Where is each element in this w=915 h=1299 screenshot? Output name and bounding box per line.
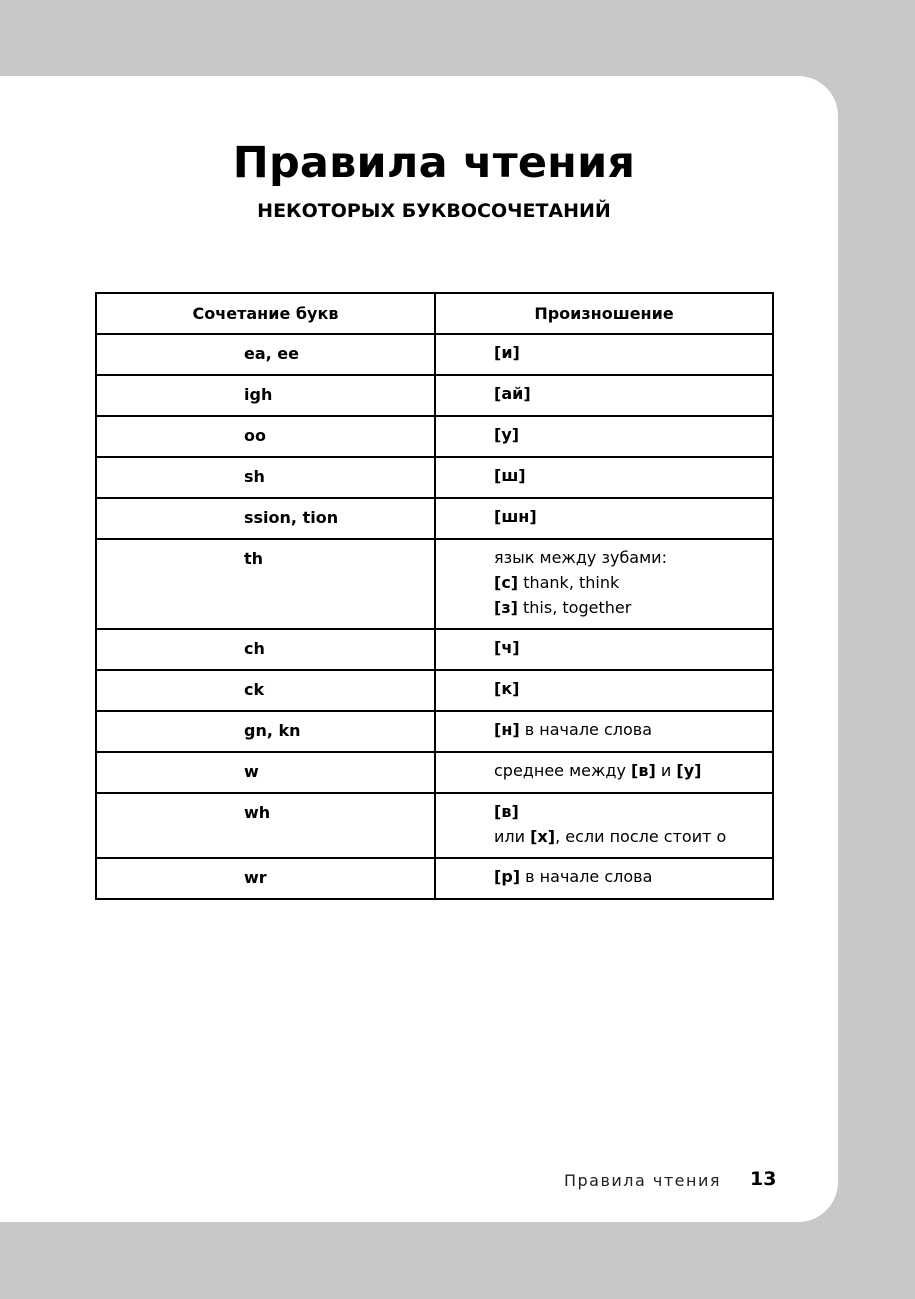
pronunciation-cell xyxy=(435,752,773,793)
pron-line xyxy=(494,504,762,529)
page xyxy=(0,76,838,1222)
table-row xyxy=(96,457,773,498)
table-row xyxy=(96,416,773,457)
sound: [ай] xyxy=(494,384,531,403)
combo-cell: w xyxy=(96,752,435,793)
page-title: Правила чтения xyxy=(232,138,636,188)
pronunciation-cell xyxy=(435,457,773,498)
pron-text: в начале слова xyxy=(519,720,653,739)
combo-cell: igh xyxy=(96,375,435,416)
pron-line xyxy=(494,758,762,783)
combo-cell: ch xyxy=(96,629,435,670)
sound: [н] xyxy=(494,720,520,739)
combo-cell: gn, kn xyxy=(96,711,435,752)
table-row xyxy=(96,793,773,858)
combo-cell: ea, ee xyxy=(96,334,435,375)
pron-text: язык между зубами: xyxy=(494,548,667,567)
pronunciation-cell xyxy=(435,670,773,711)
table-row xyxy=(96,858,773,899)
page-number: 13 xyxy=(750,1168,777,1190)
table-row xyxy=(96,752,773,793)
combo-cell: wr xyxy=(96,858,435,899)
reading-rules-table xyxy=(95,292,774,900)
pron-line xyxy=(494,864,762,889)
sound: [ш] xyxy=(494,466,526,485)
combo-cell: sh xyxy=(96,457,435,498)
pron-text: this, together xyxy=(517,598,632,617)
pron-line xyxy=(494,824,762,849)
pronunciation-cell xyxy=(435,539,773,629)
table-row xyxy=(96,334,773,375)
pron-line xyxy=(494,570,762,595)
pron-line xyxy=(494,422,762,447)
pron-text: и xyxy=(655,761,677,780)
pronunciation-cell xyxy=(435,858,773,899)
table-row xyxy=(96,711,773,752)
table-row xyxy=(96,539,773,629)
pronunciation-cell xyxy=(435,711,773,752)
sound: [в] xyxy=(494,802,519,821)
sound: [и] xyxy=(494,343,520,362)
sound: [в] xyxy=(631,761,656,780)
table-row xyxy=(96,670,773,711)
pron-text: , если после стоит о xyxy=(555,827,727,846)
sound: [у] xyxy=(676,761,702,780)
pron-text: thank, think xyxy=(518,573,620,592)
table-header-row xyxy=(96,293,773,334)
pron-line xyxy=(494,595,762,620)
page-subtitle: НЕКОТОРЫХ БУКВОСОЧЕТАНИЙ xyxy=(257,200,611,222)
pronunciation-cell xyxy=(435,793,773,858)
pronunciation-cell xyxy=(435,416,773,457)
pron-line xyxy=(494,463,762,488)
combo-cell: ck xyxy=(96,670,435,711)
header-letter-combination: Сочетание букв xyxy=(96,293,435,334)
running-footer-title: Правила чтения xyxy=(563,1171,721,1190)
combo-cell: wh xyxy=(96,793,435,858)
header-pronunciation: Произношение xyxy=(435,293,773,334)
sound: [к] xyxy=(494,679,520,698)
pron-text: в начале слова xyxy=(520,867,653,886)
pronunciation-cell xyxy=(435,375,773,416)
sound: [р] xyxy=(494,867,521,886)
pron-line xyxy=(494,676,762,701)
pron-line xyxy=(494,545,762,570)
combo-cell: oo xyxy=(96,416,435,457)
sound: [у] xyxy=(494,425,520,444)
sound: [ч] xyxy=(494,638,520,657)
pron-line xyxy=(494,340,762,365)
table-row xyxy=(96,629,773,670)
table-row xyxy=(96,375,773,416)
pronunciation-cell xyxy=(435,629,773,670)
pron-text: среднее между xyxy=(494,761,632,780)
sound: [с] xyxy=(494,573,519,592)
sound: [шн] xyxy=(494,507,537,526)
table-row xyxy=(96,498,773,539)
combo-cell: th xyxy=(96,539,435,629)
pronunciation-cell xyxy=(435,334,773,375)
sound: [х] xyxy=(530,827,556,846)
pron-line xyxy=(494,799,762,824)
pron-line xyxy=(494,635,762,660)
pron-line xyxy=(494,717,762,742)
pronunciation-cell xyxy=(435,498,773,539)
combo-cell: ssion, tion xyxy=(96,498,435,539)
pron-line xyxy=(494,381,762,406)
sound: [з] xyxy=(494,598,518,617)
pron-text: или xyxy=(494,827,531,846)
